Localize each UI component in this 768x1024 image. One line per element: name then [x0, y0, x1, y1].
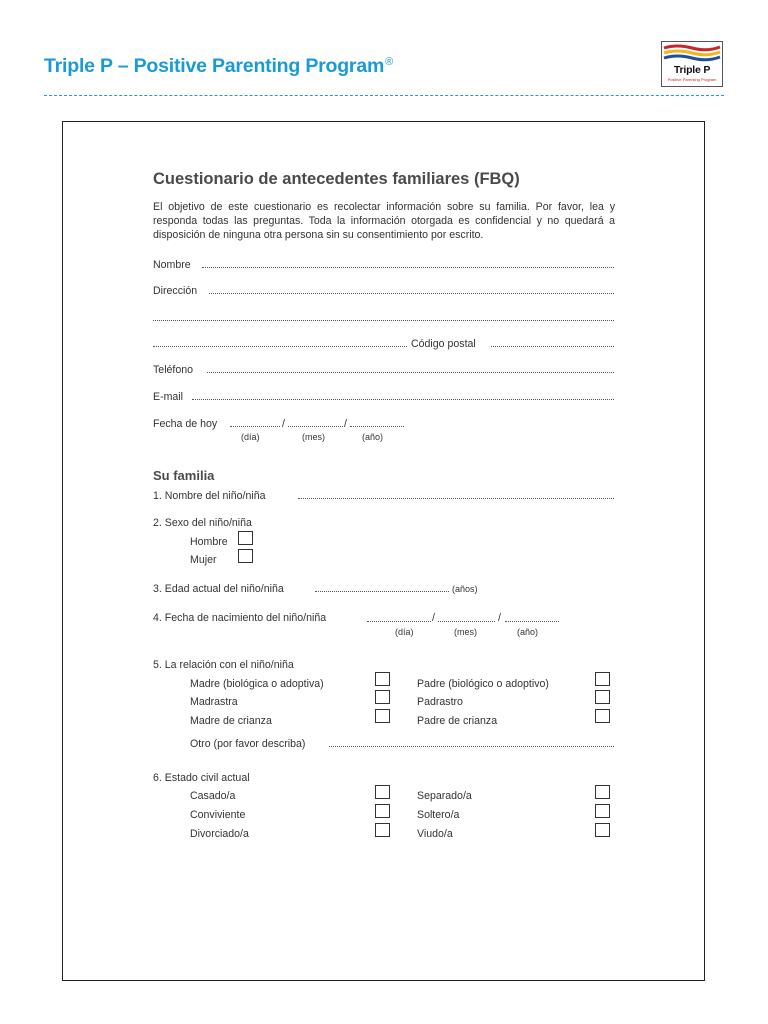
direccion-field-3[interactable] — [153, 346, 407, 347]
mujer-checkbox[interactable] — [238, 549, 253, 563]
logo-waves-icon — [662, 43, 722, 65]
telefono-label: Teléfono — [153, 364, 194, 376]
q6-label: 6. Estado civil actual — [153, 772, 250, 784]
separado-checkbox[interactable] — [595, 785, 610, 799]
q2-option-label: Mujer — [190, 554, 217, 566]
madre-checkbox[interactable] — [375, 672, 390, 686]
anio-hint: (año) — [517, 627, 539, 637]
casado-checkbox[interactable] — [375, 785, 390, 799]
q5-other-field[interactable] — [329, 746, 614, 747]
logo-subtext: Positive Parenting Program — [667, 77, 717, 82]
dia-hint: (día) — [241, 432, 260, 442]
divorciado-checkbox[interactable] — [375, 823, 390, 837]
q4-mes-field[interactable] — [438, 621, 495, 622]
q4-dia-field[interactable] — [367, 621, 431, 622]
header-divider — [44, 95, 724, 96]
q6-option-label: Conviviente — [190, 809, 246, 821]
telefono-field[interactable] — [207, 372, 614, 373]
q5-other-label: Otro (por favor describa) — [190, 738, 306, 750]
hombre-checkbox[interactable] — [238, 531, 253, 545]
fecha-hoy-label: Fecha de hoy — [153, 418, 218, 430]
mes-hint: (mes) — [302, 432, 325, 442]
conviviente-checkbox[interactable] — [375, 804, 390, 818]
q2-option-label: Hombre — [190, 536, 228, 548]
fecha-hoy-dia-field[interactable] — [230, 426, 280, 427]
date-separator: / — [432, 612, 435, 624]
padrastro-checkbox[interactable] — [595, 690, 610, 704]
padre-crianza-checkbox[interactable] — [595, 709, 610, 723]
q4-label: 4. Fecha de nacimiento del niño/niña — [153, 612, 327, 624]
madre-crianza-checkbox[interactable] — [375, 709, 390, 723]
anio-hint: (año) — [362, 432, 384, 442]
registered-mark: ® — [385, 56, 394, 68]
q3-label: 3. Edad actual del niño/niña — [153, 583, 284, 595]
date-separator: / — [344, 418, 347, 430]
q3-unit: (años) — [452, 584, 478, 594]
q5-option-label: Padrastro — [417, 696, 463, 708]
q6-option-label: Soltero/a — [417, 809, 460, 821]
viudo-checkbox[interactable] — [595, 823, 610, 837]
madrastra-checkbox[interactable] — [375, 690, 390, 704]
direccion-field-2[interactable] — [153, 320, 614, 321]
q6-option-label: Casado/a — [190, 790, 236, 802]
q1-field[interactable] — [298, 498, 614, 499]
q6-option-label: Divorciado/a — [190, 828, 249, 840]
q1-label: 1. Nombre del niño/niña — [153, 490, 266, 502]
direccion-field[interactable] — [209, 293, 614, 294]
nombre-field[interactable] — [202, 267, 614, 268]
direccion-label: Dirección — [153, 285, 198, 297]
brand-text: Triple P – Positive Parenting Program — [44, 55, 385, 77]
form-sheet — [62, 121, 705, 981]
triple-p-logo — [661, 41, 723, 87]
q5-label: 5. La relación con el niño/niña — [153, 659, 294, 671]
logo-text: Triple P — [673, 64, 711, 76]
email-label: E-mail — [153, 391, 184, 403]
mes-hint: (mes) — [454, 627, 477, 637]
q2-label: 2. Sexo del niño/niña — [153, 517, 252, 529]
section-title: Su familia — [153, 468, 215, 483]
q6-option-label: Viudo/a — [417, 828, 453, 840]
q5-option-label: Padre (biológico o adoptivo) — [417, 678, 549, 690]
nombre-label: Nombre — [153, 259, 191, 271]
q3-field[interactable] — [315, 591, 449, 592]
codigo-postal-label: Código postal — [411, 338, 476, 350]
padre-checkbox[interactable] — [595, 672, 610, 686]
codigo-postal-field[interactable] — [491, 346, 614, 347]
dia-hint: (día) — [395, 627, 414, 637]
soltero-checkbox[interactable] — [595, 804, 610, 818]
q4-anio-field[interactable] — [505, 621, 559, 622]
q5-option-label: Madre (biológica o adoptiva) — [190, 678, 324, 690]
q5-option-label: Padre de crianza — [417, 715, 498, 727]
email-field[interactable] — [192, 399, 614, 400]
date-separator: / — [498, 612, 501, 624]
brand-title — [44, 55, 393, 78]
q5-option-label: Madre de crianza — [190, 715, 272, 727]
fecha-hoy-anio-field[interactable] — [350, 426, 404, 427]
date-separator: / — [282, 418, 285, 430]
q5-option-label: Madrastra — [190, 696, 238, 708]
form-title: Cuestionario de antecedentes familiares (FBQ) — [153, 170, 520, 188]
form-intro: El objetivo de este cuestionario es recolectar información sobre su familia. Por favor, lea y responda todas las preguntas. Toda la información otorgada es confidencial y no quedará a disposición de ninguna otra persona sin su consentimiento por escrito. — [153, 201, 615, 241]
fecha-hoy-mes-field[interactable] — [288, 426, 343, 427]
q6-option-label: Separado/a — [417, 790, 472, 802]
